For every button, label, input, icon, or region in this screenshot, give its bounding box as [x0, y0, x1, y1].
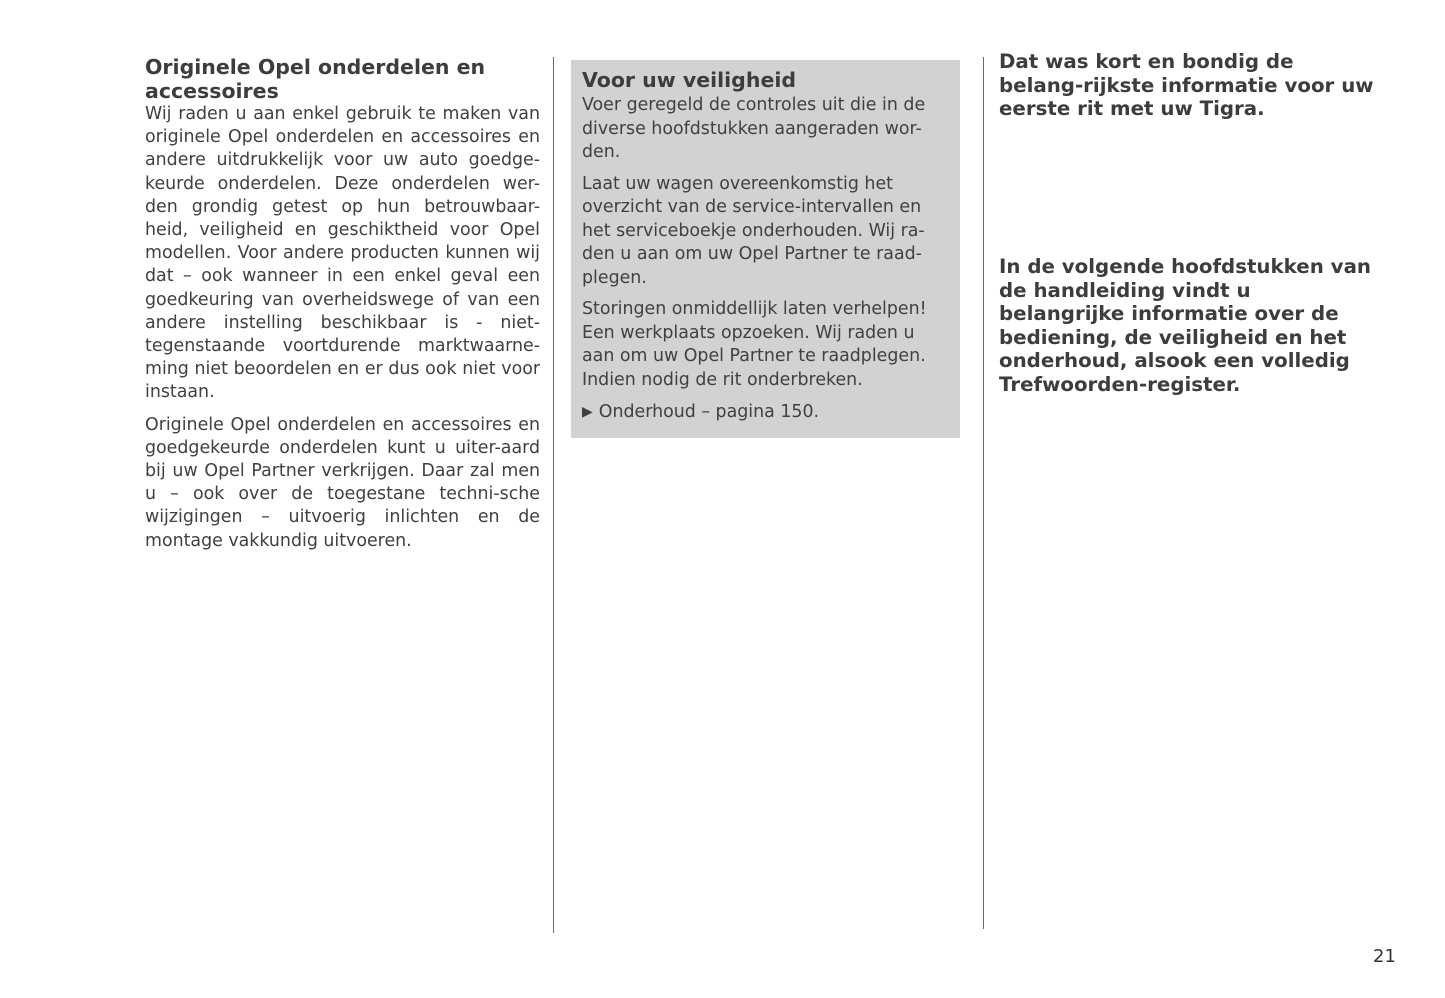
page-number: 21 — [1373, 946, 1396, 967]
intro-summary: Dat was kort en bondig de belang-rijkste informatie voor uw eerste rit met uw Tigra. — [999, 50, 1374, 120]
paragraph-original-parts-2: Originele Opel onderdelen en accessoires en goedgekeurde onderdelen kunt u uiter-aard bij uw Opel Partner verkrijgen. Daar zal men u – ook over de toegestane techni-sche wijzigingen – uitvoerig inlichten en de montage vakkundig uitvoeren. — [145, 414, 540, 551]
column-divider-left — [553, 57, 554, 933]
paragraph-original-parts-1: Wij raden u aan enkel gebruik te maken van originele Opel onderdelen en accessoires en andere uitdrukkelijk voor uw auto goedge-keurde onderdelen. Deze onderdelen wer-den grondig getest op hun betrouwbaar-heid, veiligheid en geschiktheid voor Opel modellen. Voor andere producten kunnen wij dat – ook wanneer in een enkel geval een goedkeuring van overheidswege of van een andere instelling beschikbaar is - niet-tegenstaande voortdurende marktwaarne-ming niet beoordelen en er dus ook niet voor instaan. — [145, 104, 540, 403]
safety-paragraph-3: Storingen onmiddellijk laten verhelpen! Een werkplaats opzoeken. Wij raden u aan om uw Opel Partner te raadplegen. Indien nodig de rit onderbreken. — [582, 299, 927, 390]
left-column — [145, 55, 540, 553]
maintenance-page-reference[interactable] — [582, 401, 950, 425]
reference-text: Onderhoud – pagina 150. — [598, 402, 820, 422]
safety-notice-box — [571, 60, 960, 438]
safety-box-title: Voor uw veiligheid — [582, 68, 797, 92]
followup-summary: In de volgende hoofdstukken van de handleiding vindt u belangrijke informatie over de bediening, de veiligheid en het onderhoud, alsook een volledig Trefwoorden-register. — [999, 255, 1372, 396]
column-divider-right — [983, 57, 984, 929]
triangle-right-icon: ▶ — [582, 404, 593, 420]
safety-paragraph-1: Voer geregeld de controles uit die in de diverse hoofdstukken aangeraden wor-den. — [582, 95, 926, 162]
section-heading-original-parts: Originele Opel onderdelen en accessoires — [145, 55, 486, 103]
safety-paragraph-2: Laat uw wagen overeenkomstig het overzicht van de service-intervallen en het serviceboekje onderhouden. Wij ra-den u aan om uw Opel Partner te raad-plegen. — [582, 173, 925, 288]
